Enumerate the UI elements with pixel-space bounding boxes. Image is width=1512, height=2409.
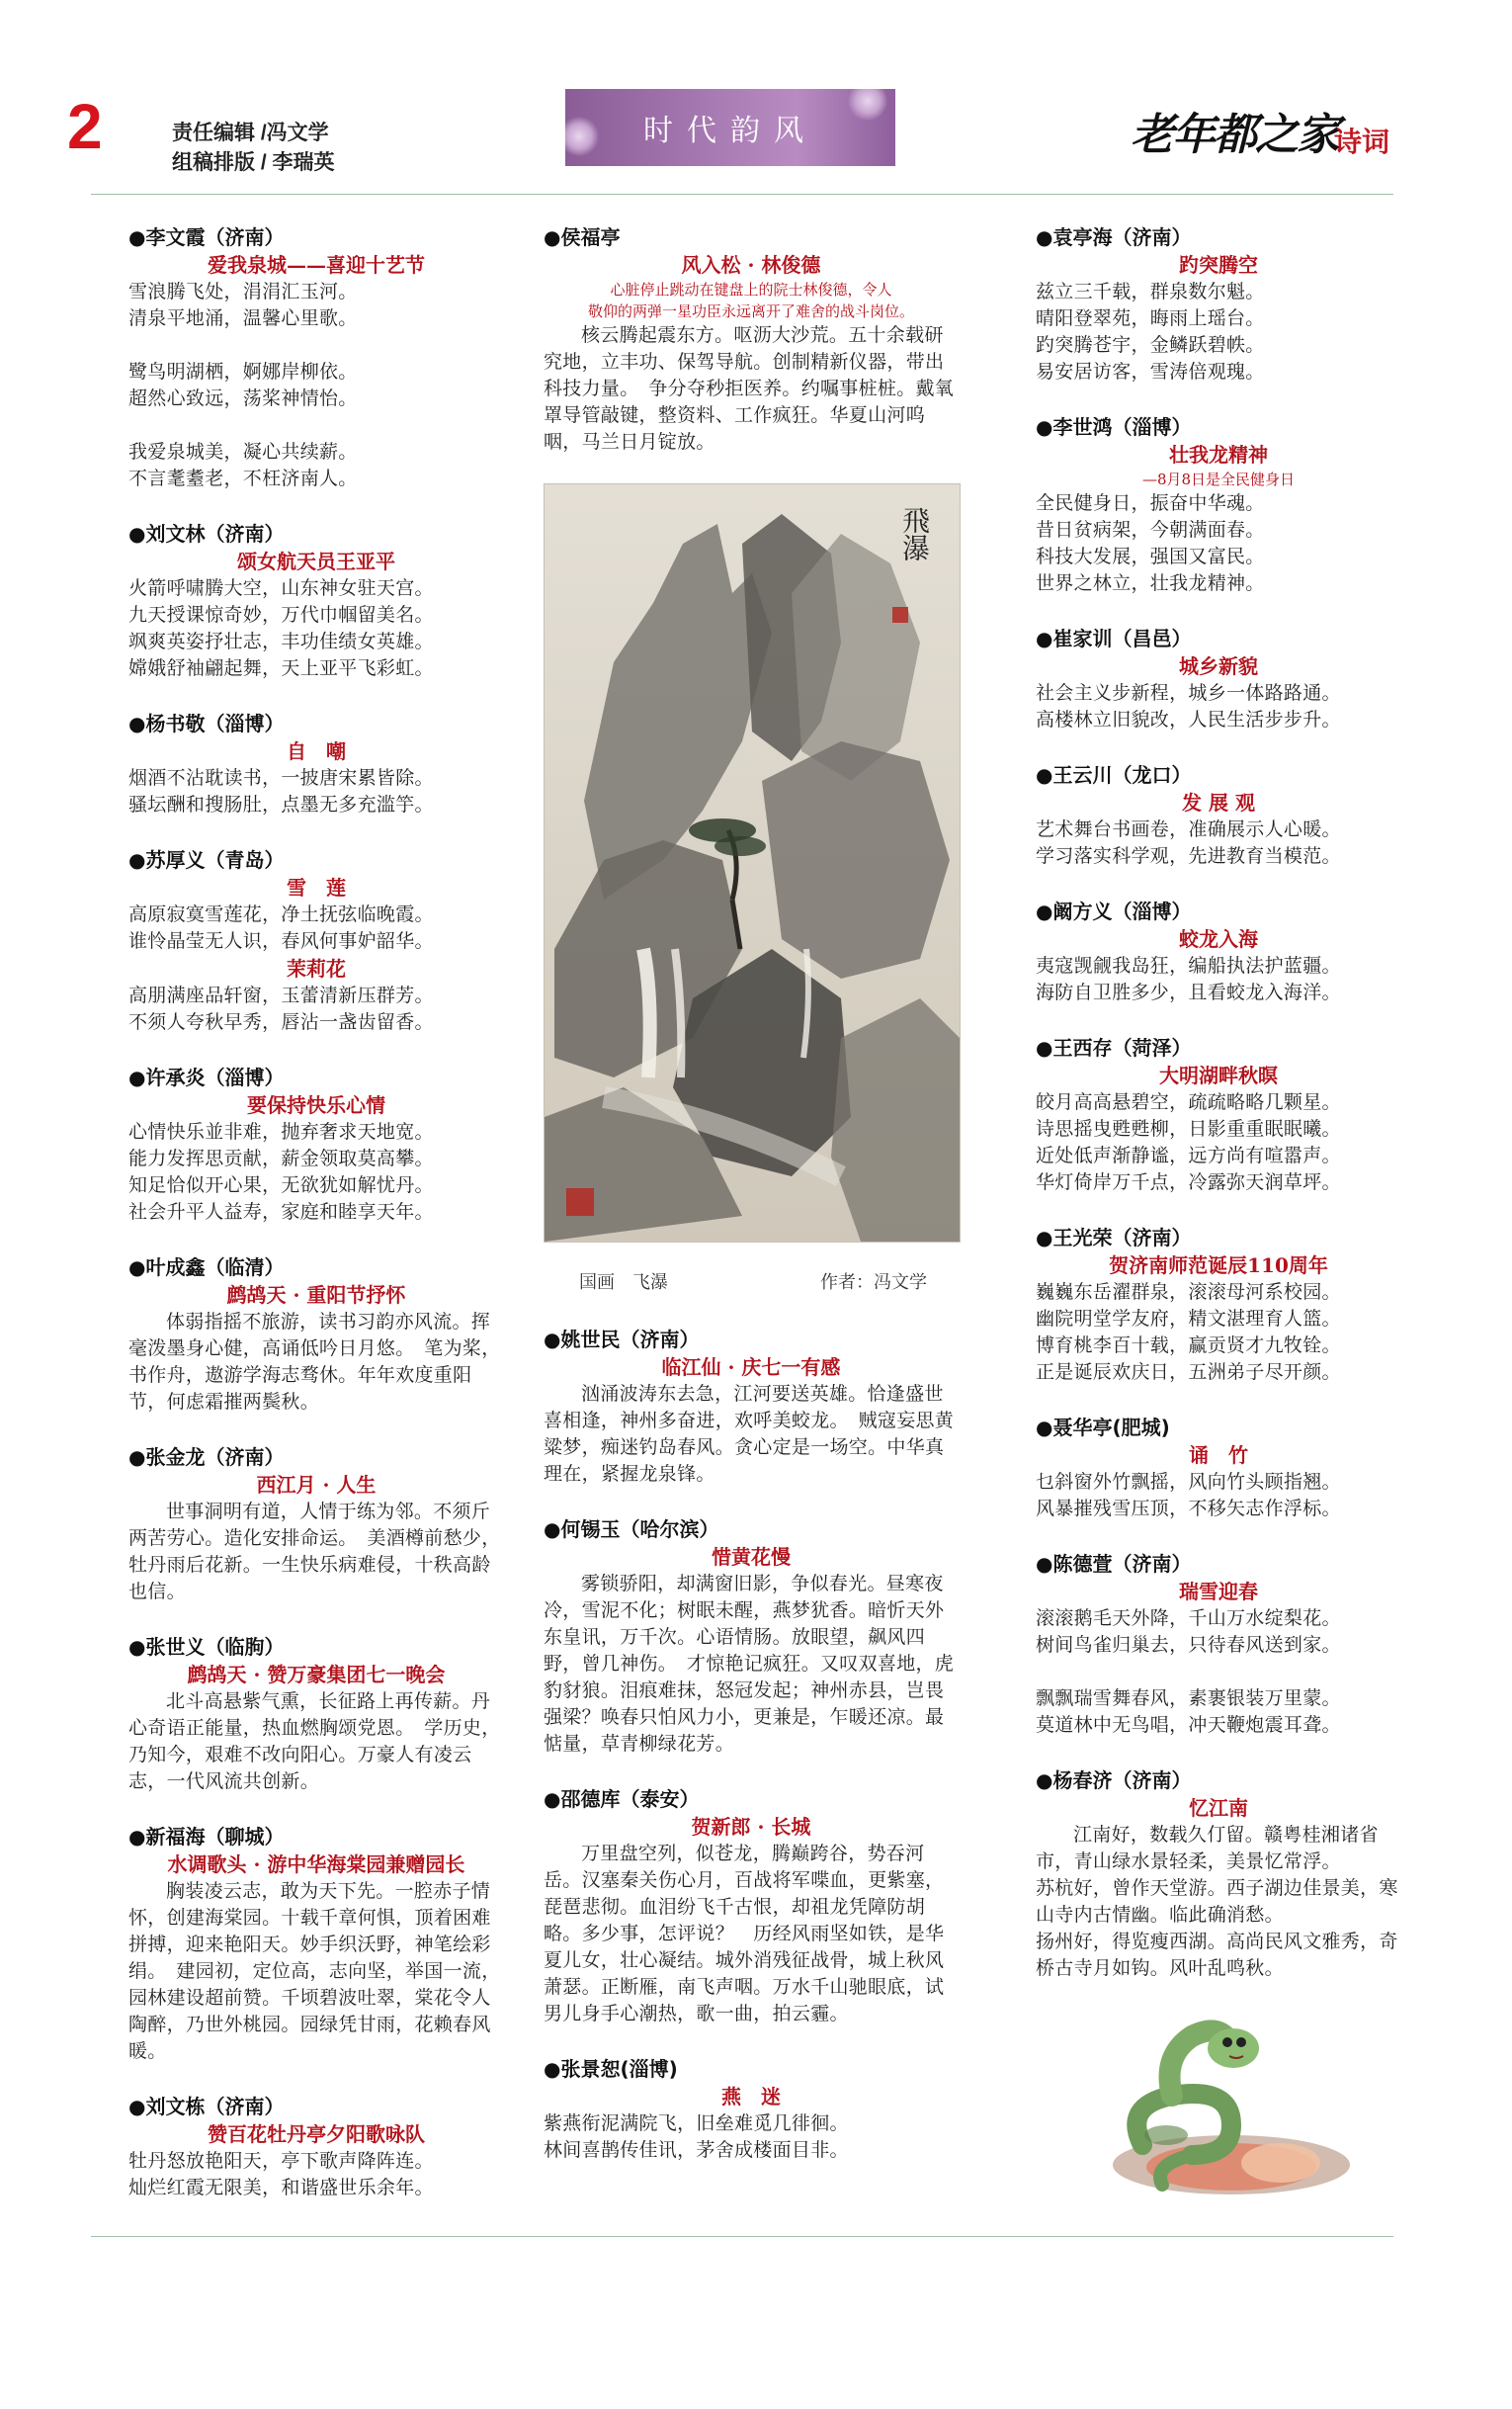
poem-entry <box>1036 1224 1401 1386</box>
poem-entry <box>128 846 504 1036</box>
poem-entry <box>128 223 504 492</box>
poem-entry <box>1036 1034 1401 1196</box>
poem-title: 贺新郎 · 长城 <box>691 1815 811 1839</box>
poem-author: ●袁亭海（济南） <box>1036 225 1192 249</box>
poem-title: 蛟龙入海 <box>1179 927 1258 951</box>
poem-title: 茉莉花 <box>287 957 346 981</box>
poem-body: 万里盘空列，似苍龙，腾巅跨谷，势吞河岳。汉塞秦关伤心月，百战将军喋血，更紫塞，琵琶悲彻。血泪纷飞千古恨，却祖龙凭障防胡略。多少事，怎评说？ 历经风雨坚如铁，是华夏儿女，壮心凝结。城外消残征战骨，城上秋风萧瑟。正断雁，南飞声咽。万水千山驰眼底，试男儿身手心潮热，歌一曲，拍云霾。 <box>544 1843 945 2024</box>
header-divider <box>91 194 1393 195</box>
poem-author: ●刘文栋（济南） <box>128 2095 285 2118</box>
section-banner <box>565 89 895 166</box>
poem-author: ●侯福亭 <box>544 225 621 249</box>
poem-entry <box>1036 1550 1401 1739</box>
poem-body: 艺术舞台书画卷，准确展示人心暖。 学习落实科学观，先进教育当模范。 <box>1036 818 1341 867</box>
poem-body: 全民健身日，振奋中华魂。 昔日贫病架，今朝满面春。 科技大发展，强国又富民。 世界之林立，壮我龙精神。 <box>1036 492 1265 594</box>
poem-title: 瑞雪迎春 <box>1179 1580 1258 1603</box>
poem-entry <box>544 1326 959 1488</box>
poem-body: 火箭呼啸腾大空，山东神女驻天宫。 九天授课惊奇妙，万代巾帼留美名。 飒爽英姿抒壮志，丰功佳绩女英雄。 嫦娥舒袖翩起舞，天上亚平飞彩虹。 <box>128 577 434 679</box>
editor-credit: 责任编辑 /冯文学 <box>172 122 329 144</box>
poem-body: 世事洞明有道，人情于练为邻。不须斤两苦劳心。造化安排命运。 美酒樽前愁少，牡丹雨后花新。一生快乐病难侵，十秩高龄也信。 <box>128 1501 501 1602</box>
poem-body: 社会主义步新程，城乡一体路路通。 高楼林立旧貌改，人民生活步步升。 <box>1036 682 1341 731</box>
landscape-painting <box>544 483 961 1243</box>
poem-title: 城乡新貌 <box>1179 654 1258 678</box>
column-logo <box>1105 85 1401 170</box>
poem-entry <box>128 1253 504 1416</box>
logo-calligraphy: 老年都之家 <box>1131 110 1338 160</box>
poem-entry <box>128 1443 504 1605</box>
poem-author: ●聂华亭(肥城) <box>1036 1416 1170 1439</box>
column-right <box>1036 223 1401 2010</box>
rose-decoration-icon <box>565 117 599 156</box>
poem-author: ●苏厚义（青岛） <box>128 848 285 872</box>
poem-body: 皎月高高悬碧空，疏疏略略几颗星。 诗思摇曳甦甦柳，日影重重眠眠曦。 近处低声渐静谧，远方尚有喧嚣声。 华灯倚岸万千点，冷露弥天润草坪。 <box>1036 1091 1341 1193</box>
poem-author: ●阚方义（淄博） <box>1036 900 1192 923</box>
painting-caption <box>544 1268 959 1294</box>
column-middle-bottom <box>544 1326 959 2164</box>
poem-body: 胸装凌云志，敢为天下先。一腔赤子情怀，创建海棠园。十载千章何惧，顶着困难拼搏，迎来艳阳天。妙手织沃野，神笔绘彩绢。 建园初，定位高，志向坚，举国一流，园林建设超前赞。千顷碧波吐翠，棠花令人陶醉，乃世外桃园。园绿凭甘雨，花赖春风暖。 <box>128 1880 501 2062</box>
poem-title: 诵 竹 <box>1189 1443 1248 1467</box>
poem-title: 爱我泉城——喜迎十艺节 <box>208 253 425 277</box>
poem-title: 燕 迷 <box>721 2085 781 2108</box>
section-title: 时代韵风 <box>643 114 817 148</box>
poem-entry <box>128 1633 504 1795</box>
poem-body: 乜斜窗外竹飘摇，风向竹头顾指翘。 风暴摧残雪压顶，不移矢志作浮标。 <box>1036 1471 1341 1519</box>
poem-author: ●崔家训（昌邑） <box>1036 627 1192 650</box>
painting-title-seal: 飛瀑 <box>898 506 931 561</box>
poem-entry <box>544 2055 959 2164</box>
page-number: 2 <box>67 91 103 162</box>
logo-suffix: 诗词 <box>1334 126 1390 158</box>
poem-body: 滚滚鹅毛天外降，千山万水绽梨花。 树间鸟雀归巢去，只待春风送到家。 飘飘瑞雪舞春风，素裹银装万里蒙。 莫道林中无鸟唱，冲天鞭炮震耳聋。 <box>1036 1607 1341 1736</box>
poem-title: 雪 莲 <box>287 876 346 900</box>
poem-entry <box>128 1823 504 2065</box>
poem-entry <box>1036 1766 1401 1982</box>
poem-title: 鹧鸪天 · 重阳节抒怀 <box>226 1283 406 1307</box>
poem-author: ●李世鸿（淄博） <box>1036 415 1192 439</box>
painting-artwork <box>545 484 960 1242</box>
poem-author: ●张金龙（济南） <box>128 1445 285 1469</box>
poem-author: ●刘文林（济南） <box>128 522 285 546</box>
poem-body: 烟酒不沾耽读书，一披唐宋累皆除。 骚坛酬和搜肠肚，点墨无多充滥竽。 <box>128 767 434 816</box>
poem-entry <box>1036 1414 1401 1522</box>
footer-divider <box>91 2236 1393 2237</box>
poem-body: 汹涌波涛东去急，江河要送英雄。恰逢盛世喜相逢，神州多奋进，欢呼美蛟龙。 贼寇妄思黄粱梦，痴迷钓岛春风。贪心定是一场空。中华真理在，紧握龙泉锋。 <box>544 1383 955 1485</box>
poem-body: 江南好，数载久仃留。赣粤桂湘诸省市，青山绿水景轻柔，美景忆常浮。 苏杭好，曾作天堂游。西子湖边佳景美，寒山寺内古情幽。临此确消愁。 扬州好，得览瘦西湖。高尚民风文雅秀，奇桥古寺月如钩。风叶乱鸣秋。 <box>1036 1824 1398 1979</box>
poem-title: 忆江南 <box>1189 1796 1248 1820</box>
poem-entry <box>544 1785 959 2027</box>
page-header <box>0 0 1512 198</box>
poem-body: 雪浪腾飞处，涓涓汇玉河。 清泉平地涌，温馨心里歌。 鹭鸟明湖栖，婀娜岸柳依。 超然心致远，荡桨神情怡。 我爱泉城美，凝心共续薪。 不言耄耋老，不枉济南人。 <box>128 281 358 489</box>
poem-body: 牡丹怒放艳阳天，亭下歌声降阵连。 灿烂红霞无限美，和谐盛世乐余年。 <box>128 2150 434 2198</box>
poem-author: ●王云川（龙口） <box>1036 763 1192 787</box>
poem-author: ●张世义（临朐） <box>128 1635 285 1659</box>
poem-entry <box>1036 223 1401 386</box>
poem-entry <box>1036 625 1401 733</box>
poem-title: 水调歌头 · 游中华海棠园兼赠园长 <box>167 1852 465 1876</box>
poem-author: ●张景恕(淄博) <box>544 2057 678 2081</box>
poem-body: 体弱指摇不旅游，读书习韵亦风流。挥毫泼墨身心健，高诵低吟日月悠。 笔为桨，书作舟，遨游学海志骛休。年年欢度重阳节，何虑霜摧两鬓秋。 <box>128 1311 501 1413</box>
painting-caption-author: 作者：冯文学 <box>820 1272 927 1293</box>
poem-subtitle: 心脏停止跳动在键盘上的院士林俊德，令人 敬仰的两弹一星功臣永远离开了难舍的战斗岗位。 <box>587 281 914 320</box>
poem-body: 北斗高悬紫气熏，长征路上再传薪。丹心奇语正能量，热血燃胸颂党恩。 学历史，乃知今，艰难不改向阳心。万豪人有凌云志，一代风流共创新。 <box>128 1690 501 1792</box>
poem-author: ●许承炎（淄博） <box>128 1066 285 1089</box>
poem-body: 雾锁骄阳，却满窗旧影，争似春光。昼寒夜冷，雪泥不化；树眠未醒，燕梦犹香。暗忻天外东皇讯，万千次。心语情肠。放眼望，飙风四野，曾几神伤。 才惊艳记疯狂。又叹双喜地，虎豹豺狼。泪痕难抹，怒冠发起；神州赤县，岂畏强梁？唤春只怕风力小，更兼是，乍暖还凉。最惦量，草青柳绿花芳。 <box>544 1573 955 1755</box>
column-middle <box>544 223 959 2192</box>
poem-body: 高原寂寞雪莲花，净土抚弦临晚霞。 谁怜晶莹无人识，春风何事妒韶华。 <box>128 903 434 952</box>
poem-body: 巍巍东岳濯群泉，滚滚母河系校园。 幽院明堂学友府，精文湛理育人篮。 博育桃李百十载，赢贡贤才九牧铨。 正是诞辰欢庆日，五洲弟子尽开颜。 <box>1036 1281 1341 1383</box>
poem-entry <box>128 520 504 682</box>
poem-title: 西江月 · 人生 <box>256 1473 377 1497</box>
poem-body: 兹立三千载，群泉数尔魁。 晴阳登翠苑，晦雨上瑶台。 趵突腾苍宇，金鳞跃碧帙。 易安居访客，雪涛倍观瑰。 <box>1036 281 1265 383</box>
poem-body: 心情快乐並非难，抛弃奢求天地宽。 能力发挥思贡献，薪金领取莫高攀。 知足恰似开心果，无欲犹如解忧丹。 社会升平人益寿，家庭和睦享天年。 <box>128 1121 434 1223</box>
poem-author: ●邵德库（泰安） <box>544 1787 700 1811</box>
poem-title: 要保持快乐心情 <box>247 1093 385 1117</box>
poem-entry <box>544 223 959 456</box>
poem-author: ●杨书敬（淄博） <box>128 712 285 735</box>
column-middle-top <box>544 223 959 456</box>
poem-body: 夷寇觊觎我岛狂，编船执法护蓝疆。 海防自卫胜多少，且看蛟龙入海洋。 <box>1036 955 1341 1003</box>
poem-title: 自 嘲 <box>287 739 346 763</box>
poem-author: ●王西存（菏泽） <box>1036 1036 1192 1060</box>
poem-title: 赞百花牡丹亭夕阳歌咏队 <box>208 2122 425 2146</box>
poem-entry <box>128 1064 504 1226</box>
poem-title: 贺济南师范诞辰110周年 <box>1109 1253 1328 1277</box>
poem-author: ●李文霞（济南） <box>128 225 285 249</box>
poem-title: 惜黄花慢 <box>712 1545 791 1569</box>
poem-title: 颂女航天员王亚平 <box>237 550 395 573</box>
poem-author: ●陈德萱（济南） <box>1036 1552 1192 1576</box>
poem-entry <box>1036 413 1401 597</box>
poem-author: ●何锡玉（哈尔滨） <box>544 1517 719 1541</box>
poem-author: ●王光荣（济南） <box>1036 1226 1192 1249</box>
rose-decoration-icon <box>848 89 887 121</box>
poem-entry <box>544 1515 959 1758</box>
poem-author: ●杨春济（济南） <box>1036 1768 1192 1792</box>
poem-entry <box>128 2093 504 2201</box>
poem-entry <box>1036 898 1401 1006</box>
poem-title: 发 展 观 <box>1182 791 1255 815</box>
poem-title: 鹧鸪天 · 赞万豪集团七一晚会 <box>187 1663 446 1686</box>
poem-subtitle: —8月8日是全民健身日 <box>1141 471 1296 488</box>
poem-title: 壮我龙精神 <box>1169 443 1268 467</box>
layout-credit: 组稿排版 / 李瑞英 <box>172 151 335 174</box>
poem-author: ●叶成鑫（临清） <box>128 1255 285 1279</box>
poem-entry <box>1036 761 1401 870</box>
poem-body: 核云腾起震东方。呕沥大沙荒。五十余载研究地，立丰功、保驾导航。创制精新仪器，带出科技力量。 争分夺秒拒医养。约嘱事桩桩。戴氧罩导管敲键，整资料、工作疯狂。华夏山河呜咽，马兰日月锭放。 <box>544 324 955 453</box>
poem-author: ●新福海（聊城） <box>128 1825 285 1849</box>
poem-entry <box>128 710 504 818</box>
poem-author: ●姚世民（济南） <box>544 1328 700 1351</box>
column-left <box>128 223 504 2229</box>
snake-illustration-icon <box>1083 1997 1380 2214</box>
poem-body: 高朋满座品轩窗，玉蕾清新压群芳。 不须人夸秋早秀，唇沾一盏齿留香。 <box>128 985 434 1033</box>
poem-title: 风入松 · 林俊德 <box>681 253 821 277</box>
painting-caption-title: 国画 飞瀑 <box>579 1272 668 1293</box>
poem-title: 大明湖畔秋暝 <box>1159 1064 1278 1087</box>
poem-body: 紫燕衔泥满院飞，旧垒难觅几徘徊。 林间喜鹊传佳讯，茅舍成楼面目非。 <box>544 2112 849 2161</box>
poem-title: 趵突腾空 <box>1179 253 1258 277</box>
poem-title: 临江仙 · 庆七一有感 <box>661 1355 841 1379</box>
